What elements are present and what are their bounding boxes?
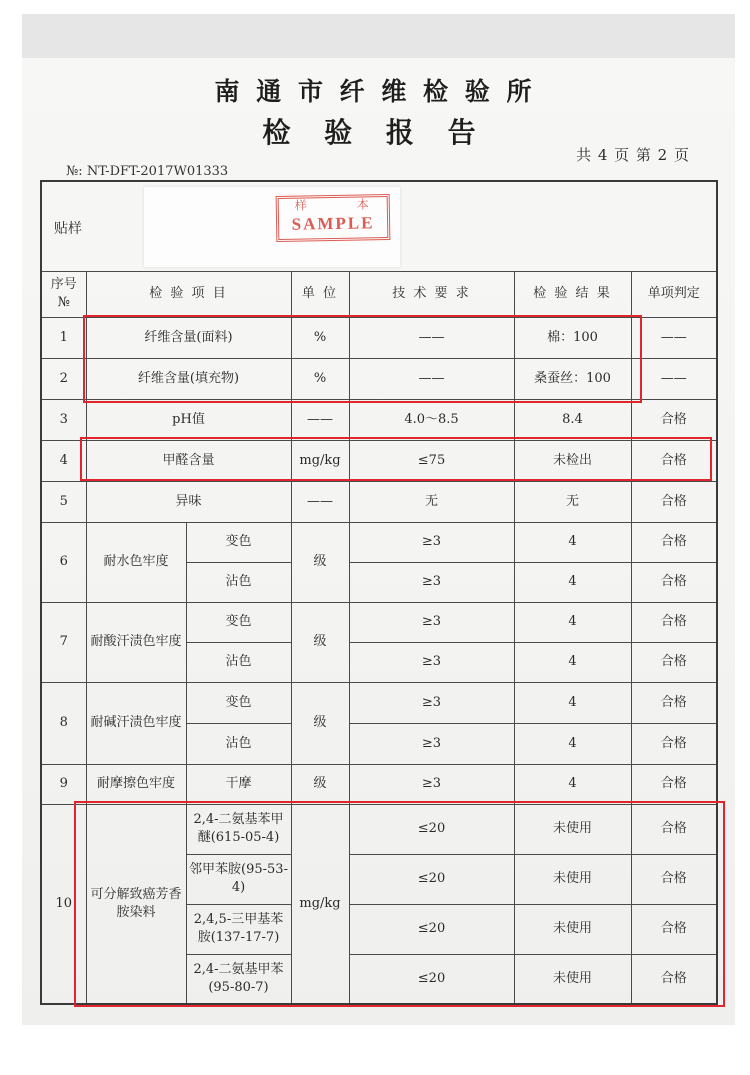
- requirement-cell: ——: [349, 358, 514, 399]
- verdict-cell: ——: [631, 358, 717, 399]
- unit-cell: ——: [291, 399, 349, 440]
- sub-item: 沾色: [186, 562, 291, 602]
- requirement-cell: ≤75: [349, 440, 514, 481]
- stamp-char-right: 本: [356, 197, 369, 212]
- unit-cell: ——: [291, 481, 349, 522]
- result-cell: 未使用: [514, 954, 631, 1004]
- column-header-row: [41, 271, 717, 317]
- verdict-cell: 合格: [631, 440, 717, 481]
- result-cell: 未使用: [514, 904, 631, 954]
- result-cell: 未使用: [514, 854, 631, 904]
- sub-item: 2,4-二氨基苯甲醚(615-05-4): [186, 804, 291, 854]
- test-item: 耐碱汗渍色牢度: [86, 682, 186, 764]
- sub-item: 变色: [186, 602, 291, 642]
- test-item: 耐酸汗渍色牢度: [86, 602, 186, 682]
- test-item: 耐水色牢度: [86, 522, 186, 602]
- sub-item: 邻甲苯胺(95-53-4): [186, 854, 291, 904]
- verdict-cell: 合格: [631, 481, 717, 522]
- sub-item: 沾色: [186, 723, 291, 764]
- requirement-cell: 4.0～8.5: [349, 399, 514, 440]
- requirement-cell: ≥3: [349, 723, 514, 764]
- result-cell: 未使用: [514, 804, 631, 854]
- row-number: 9: [41, 764, 86, 804]
- inspection-table: [40, 180, 718, 1005]
- sub-item: 变色: [186, 522, 291, 562]
- col-header-no: [41, 271, 86, 317]
- verdict-cell: 合格: [631, 562, 717, 602]
- unit-cell: mg/kg: [291, 440, 349, 481]
- requirement-cell: ≥3: [349, 562, 514, 602]
- col-header-result: 检 验 结 果: [514, 271, 631, 317]
- report-number: №: NT-DFT-2017W01333: [66, 164, 229, 179]
- verdict-cell: 合格: [631, 642, 717, 682]
- table-row: [41, 682, 717, 723]
- verdict-cell: 合格: [631, 522, 717, 562]
- result-cell: 4: [514, 682, 631, 723]
- table-row: [41, 522, 717, 562]
- test-item: 可分解致癌芳香胺染料: [86, 804, 186, 1004]
- sample-row: [41, 181, 717, 271]
- result-cell: 4: [514, 562, 631, 602]
- verdict-cell: 合格: [631, 723, 717, 764]
- institute-name: 南 通 市 纤 维 检 验 所: [214, 77, 536, 106]
- table-row: [41, 358, 717, 399]
- row-number: 1: [41, 317, 86, 358]
- sub-item: 干摩: [186, 764, 291, 804]
- requirement-cell: ——: [349, 317, 514, 358]
- col-header-no-symbol: №: [57, 295, 70, 310]
- result-cell: 桑蚕丝：100: [514, 358, 631, 399]
- sub-item: 2,4,5-三甲基苯胺(137-17-7): [186, 904, 291, 954]
- requirement-cell: ≥3: [349, 682, 514, 723]
- requirement-cell: ≤20: [349, 904, 514, 954]
- row-number: 5: [41, 481, 86, 522]
- unit-cell: mg/kg: [291, 804, 349, 1004]
- unit-cell: 级: [291, 682, 349, 764]
- col-header-item: 检 验 项 目: [86, 271, 291, 317]
- verdict-cell: 合格: [631, 954, 717, 1004]
- col-header-no-label: 序号: [50, 277, 77, 292]
- requirement-cell: 无: [349, 481, 514, 522]
- result-cell: 无: [514, 481, 631, 522]
- result-cell: 4: [514, 723, 631, 764]
- unit-cell: %: [291, 358, 349, 399]
- unit-cell: 级: [291, 522, 349, 602]
- sample-cell: [41, 181, 717, 271]
- result-cell: 棉：100: [514, 317, 631, 358]
- verdict-cell: ——: [631, 317, 717, 358]
- table-row: [41, 764, 717, 804]
- test-item: 甲醛含量: [86, 440, 291, 481]
- sample-area: [44, 182, 714, 270]
- row-number: 6: [41, 522, 86, 602]
- result-cell: 4: [514, 764, 631, 804]
- row-number: 10: [41, 804, 86, 1004]
- requirement-cell: ≥3: [349, 602, 514, 642]
- verdict-cell: 合格: [631, 764, 717, 804]
- unit-cell: %: [291, 317, 349, 358]
- col-header-verdict: 单项判定: [631, 271, 717, 317]
- requirement-cell: ≤20: [349, 854, 514, 904]
- table-row: [41, 399, 717, 440]
- verdict-cell: 合格: [631, 399, 717, 440]
- requirement-cell: ≥3: [349, 642, 514, 682]
- test-item: 耐摩擦色牢度: [86, 764, 186, 804]
- report-title: 检 验 报 告: [262, 116, 488, 149]
- result-cell: 未检出: [514, 440, 631, 481]
- page-counter: 共 4 页 第 2 页: [576, 146, 690, 164]
- col-header-unit: 单 位: [291, 271, 349, 317]
- unit-cell: 级: [291, 602, 349, 682]
- table-row: [41, 481, 717, 522]
- test-item: 纤维含量(面料): [86, 317, 291, 358]
- table-row: [41, 804, 717, 854]
- table-row: [41, 317, 717, 358]
- unit-cell: 级: [291, 764, 349, 804]
- result-cell: 4: [514, 522, 631, 562]
- row-number: 3: [41, 399, 86, 440]
- col-header-requirement: 技 术 要 求: [349, 271, 514, 317]
- stamp-text: SAMPLE: [291, 213, 375, 234]
- verdict-cell: 合格: [631, 804, 717, 854]
- test-item: pH值: [86, 399, 291, 440]
- row-number: 4: [41, 440, 86, 481]
- verdict-cell: 合格: [631, 602, 717, 642]
- requirement-cell: ≤20: [349, 804, 514, 854]
- stamp-char-left: 样: [294, 198, 307, 213]
- table-row: [41, 440, 717, 481]
- sub-item: 沾色: [186, 642, 291, 682]
- sample-label: 贴样: [54, 221, 82, 238]
- verdict-cell: 合格: [631, 904, 717, 954]
- test-item: 异味: [86, 481, 291, 522]
- result-cell: 4: [514, 602, 631, 642]
- requirement-cell: ≤20: [349, 954, 514, 1004]
- row-number: 8: [41, 682, 86, 764]
- sub-item: 2,4-二氨基甲苯(95-80-7): [186, 954, 291, 1004]
- row-number: 2: [41, 358, 86, 399]
- requirement-cell: ≥3: [349, 764, 514, 804]
- test-item: 纤维含量(填充物): [86, 358, 291, 399]
- result-cell: 8.4: [514, 399, 631, 440]
- row-number: 7: [41, 602, 86, 682]
- requirement-cell: ≥3: [349, 522, 514, 562]
- verdict-cell: 合格: [631, 682, 717, 723]
- result-cell: 4: [514, 642, 631, 682]
- table-row: [41, 602, 717, 642]
- sample-stamp: [276, 194, 391, 242]
- verdict-cell: 合格: [631, 854, 717, 904]
- sub-item: 变色: [186, 682, 291, 723]
